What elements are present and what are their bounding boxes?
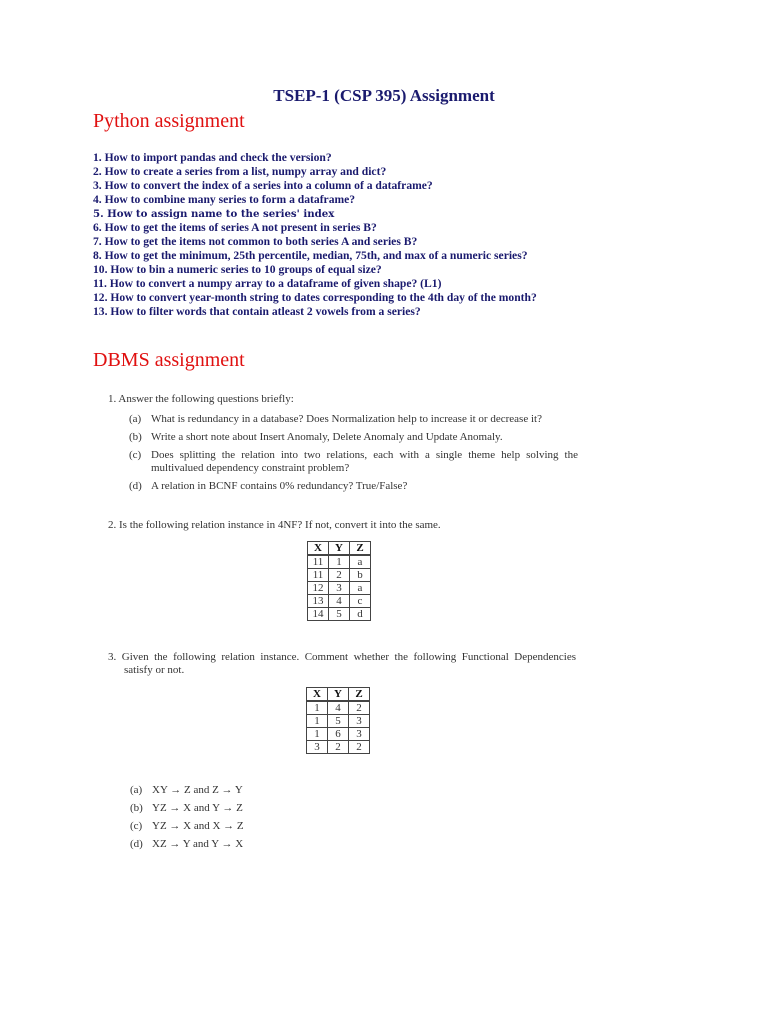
fd-tag: (c): [130, 820, 143, 832]
python-question: 6. How to get the items of series A not present in series B?: [93, 221, 377, 234]
table-cell: d: [350, 608, 371, 621]
table-cell: a: [350, 555, 371, 569]
python-question: 12. How to convert year-month string to dates corresponding to the 4th day of the month?: [93, 291, 537, 304]
column-header: Z: [350, 542, 371, 556]
fd-text: XZ → Y and Y → X: [152, 838, 244, 850]
table-cell: 3: [329, 582, 350, 595]
python-section-heading: Python assignment: [93, 110, 245, 132]
table-row: [307, 701, 370, 715]
sub-question: [129, 431, 578, 444]
sub-question-list: [129, 413, 578, 493]
table-cell: 3: [349, 715, 370, 728]
table-cell: 2: [349, 741, 370, 754]
functional-dependency: [130, 781, 244, 799]
dbms-question-3: [108, 651, 576, 677]
functional-dependency-list: [130, 781, 244, 853]
python-question: 11. How to convert a numpy array to a dataframe of given shape? (L1): [93, 277, 442, 290]
page-title: TSEP-1 (CSP 395) Assignment: [273, 86, 495, 105]
dbms-section-heading: DBMS assignment: [93, 349, 245, 371]
table-cell: 2: [329, 569, 350, 582]
table-cell: 4: [329, 595, 350, 608]
table-cell: 1: [307, 715, 328, 728]
table-cell: 4: [328, 701, 349, 715]
table-header-row: [308, 542, 371, 556]
sub-question-tag: (a): [129, 413, 142, 425]
table-cell: b: [350, 569, 371, 582]
table-header-row: [307, 688, 370, 702]
fd-text: YZ → X and X → Z: [152, 820, 244, 832]
python-question: 2. How to create a series from a list, numpy array and dict?: [93, 165, 387, 178]
table-cell: 5: [328, 715, 349, 728]
table-cell: 14: [308, 608, 329, 621]
table-row: [308, 569, 371, 582]
sub-question: [129, 413, 578, 426]
table-row: [308, 608, 371, 621]
table-cell: 1: [329, 555, 350, 569]
sub-question-text: Does splitting the relation into two relations, each with a single theme help solving the multivalued dependency constraint problem?: [151, 449, 578, 474]
column-header: Y: [328, 688, 349, 702]
table-row: [308, 555, 371, 569]
question-text: 2. Is the following relation instance in 4NF? If not, convert it into the same.: [108, 519, 441, 531]
dbms-question-1: [108, 393, 578, 498]
table-cell: 13: [308, 595, 329, 608]
table-row: [308, 595, 371, 608]
python-question: 10. How to bin a numeric series to 10 groups of equal size?: [93, 263, 382, 276]
sub-question-tag: (c): [129, 449, 142, 461]
question-text: 1. Answer the following questions briefly:: [108, 393, 294, 405]
table-cell: 11: [308, 555, 329, 569]
python-question-list: [93, 151, 537, 319]
python-question: 1. How to import pandas and check the version?: [93, 151, 332, 164]
sub-question-text: What is redundancy in a database? Does Normalization help to increase it or decrease it?: [151, 413, 542, 425]
python-question: 3. How to convert the index of a series into a column of a dataframe?: [93, 179, 433, 192]
functional-dependency: [130, 799, 244, 817]
python-question: 5. How to assign name to the series' index: [93, 208, 335, 220]
table-cell: a: [350, 582, 371, 595]
table-cell: 1: [307, 728, 328, 741]
table-cell: 11: [308, 569, 329, 582]
relation-table-q2: [307, 541, 371, 621]
python-question: 8. How to get the minimum, 25th percentile, median, 75th, and max of a numeric series?: [93, 249, 528, 262]
fd-tag: (d): [130, 838, 143, 850]
table-cell: 3: [307, 741, 328, 754]
table-cell: 6: [328, 728, 349, 741]
table-cell: 2: [328, 741, 349, 754]
column-header: X: [308, 542, 329, 556]
table-cell: 2: [349, 701, 370, 715]
sub-question-text: Write a short note about Insert Anomaly, Delete Anomaly and Update Anomaly.: [151, 431, 503, 443]
fd-text: YZ → X and Y → Z: [152, 802, 243, 814]
functional-dependency: [130, 835, 244, 853]
column-header: Y: [329, 542, 350, 556]
table-row: [307, 715, 370, 728]
table-row: [307, 728, 370, 741]
table-cell: 3: [349, 728, 370, 741]
python-question: 13. How to filter words that contain atleast 2 vowels from a series?: [93, 305, 421, 318]
table-cell: c: [350, 595, 371, 608]
fd-text: XY → Z and Z → Y: [152, 784, 243, 796]
sub-question: [129, 480, 578, 493]
sub-question-text: A relation in BCNF contains 0% redundancy? True/False?: [151, 480, 408, 492]
column-header: Z: [349, 688, 370, 702]
relation-table-q3: [306, 687, 370, 754]
sub-question-tag: (b): [129, 431, 142, 443]
table-row: [308, 582, 371, 595]
fd-tag: (b): [130, 802, 143, 814]
functional-dependency: [130, 817, 244, 835]
question-text: 3. Given the following relation instance. Comment whether the following Functional Dependencies satisfy or not.: [108, 651, 576, 676]
table-cell: 12: [308, 582, 329, 595]
table-cell: 1: [307, 701, 328, 715]
fd-tag: (a): [130, 784, 143, 796]
sub-question: [129, 449, 578, 475]
python-question: 7. How to get the items not common to both series A and series B?: [93, 235, 418, 248]
table-row: [307, 741, 370, 754]
column-header: X: [307, 688, 328, 702]
sub-question-tag: (d): [129, 480, 142, 492]
table-cell: 5: [329, 608, 350, 621]
dbms-question-2: [108, 519, 441, 532]
python-question: 4. How to combine many series to form a dataframe?: [93, 193, 356, 206]
